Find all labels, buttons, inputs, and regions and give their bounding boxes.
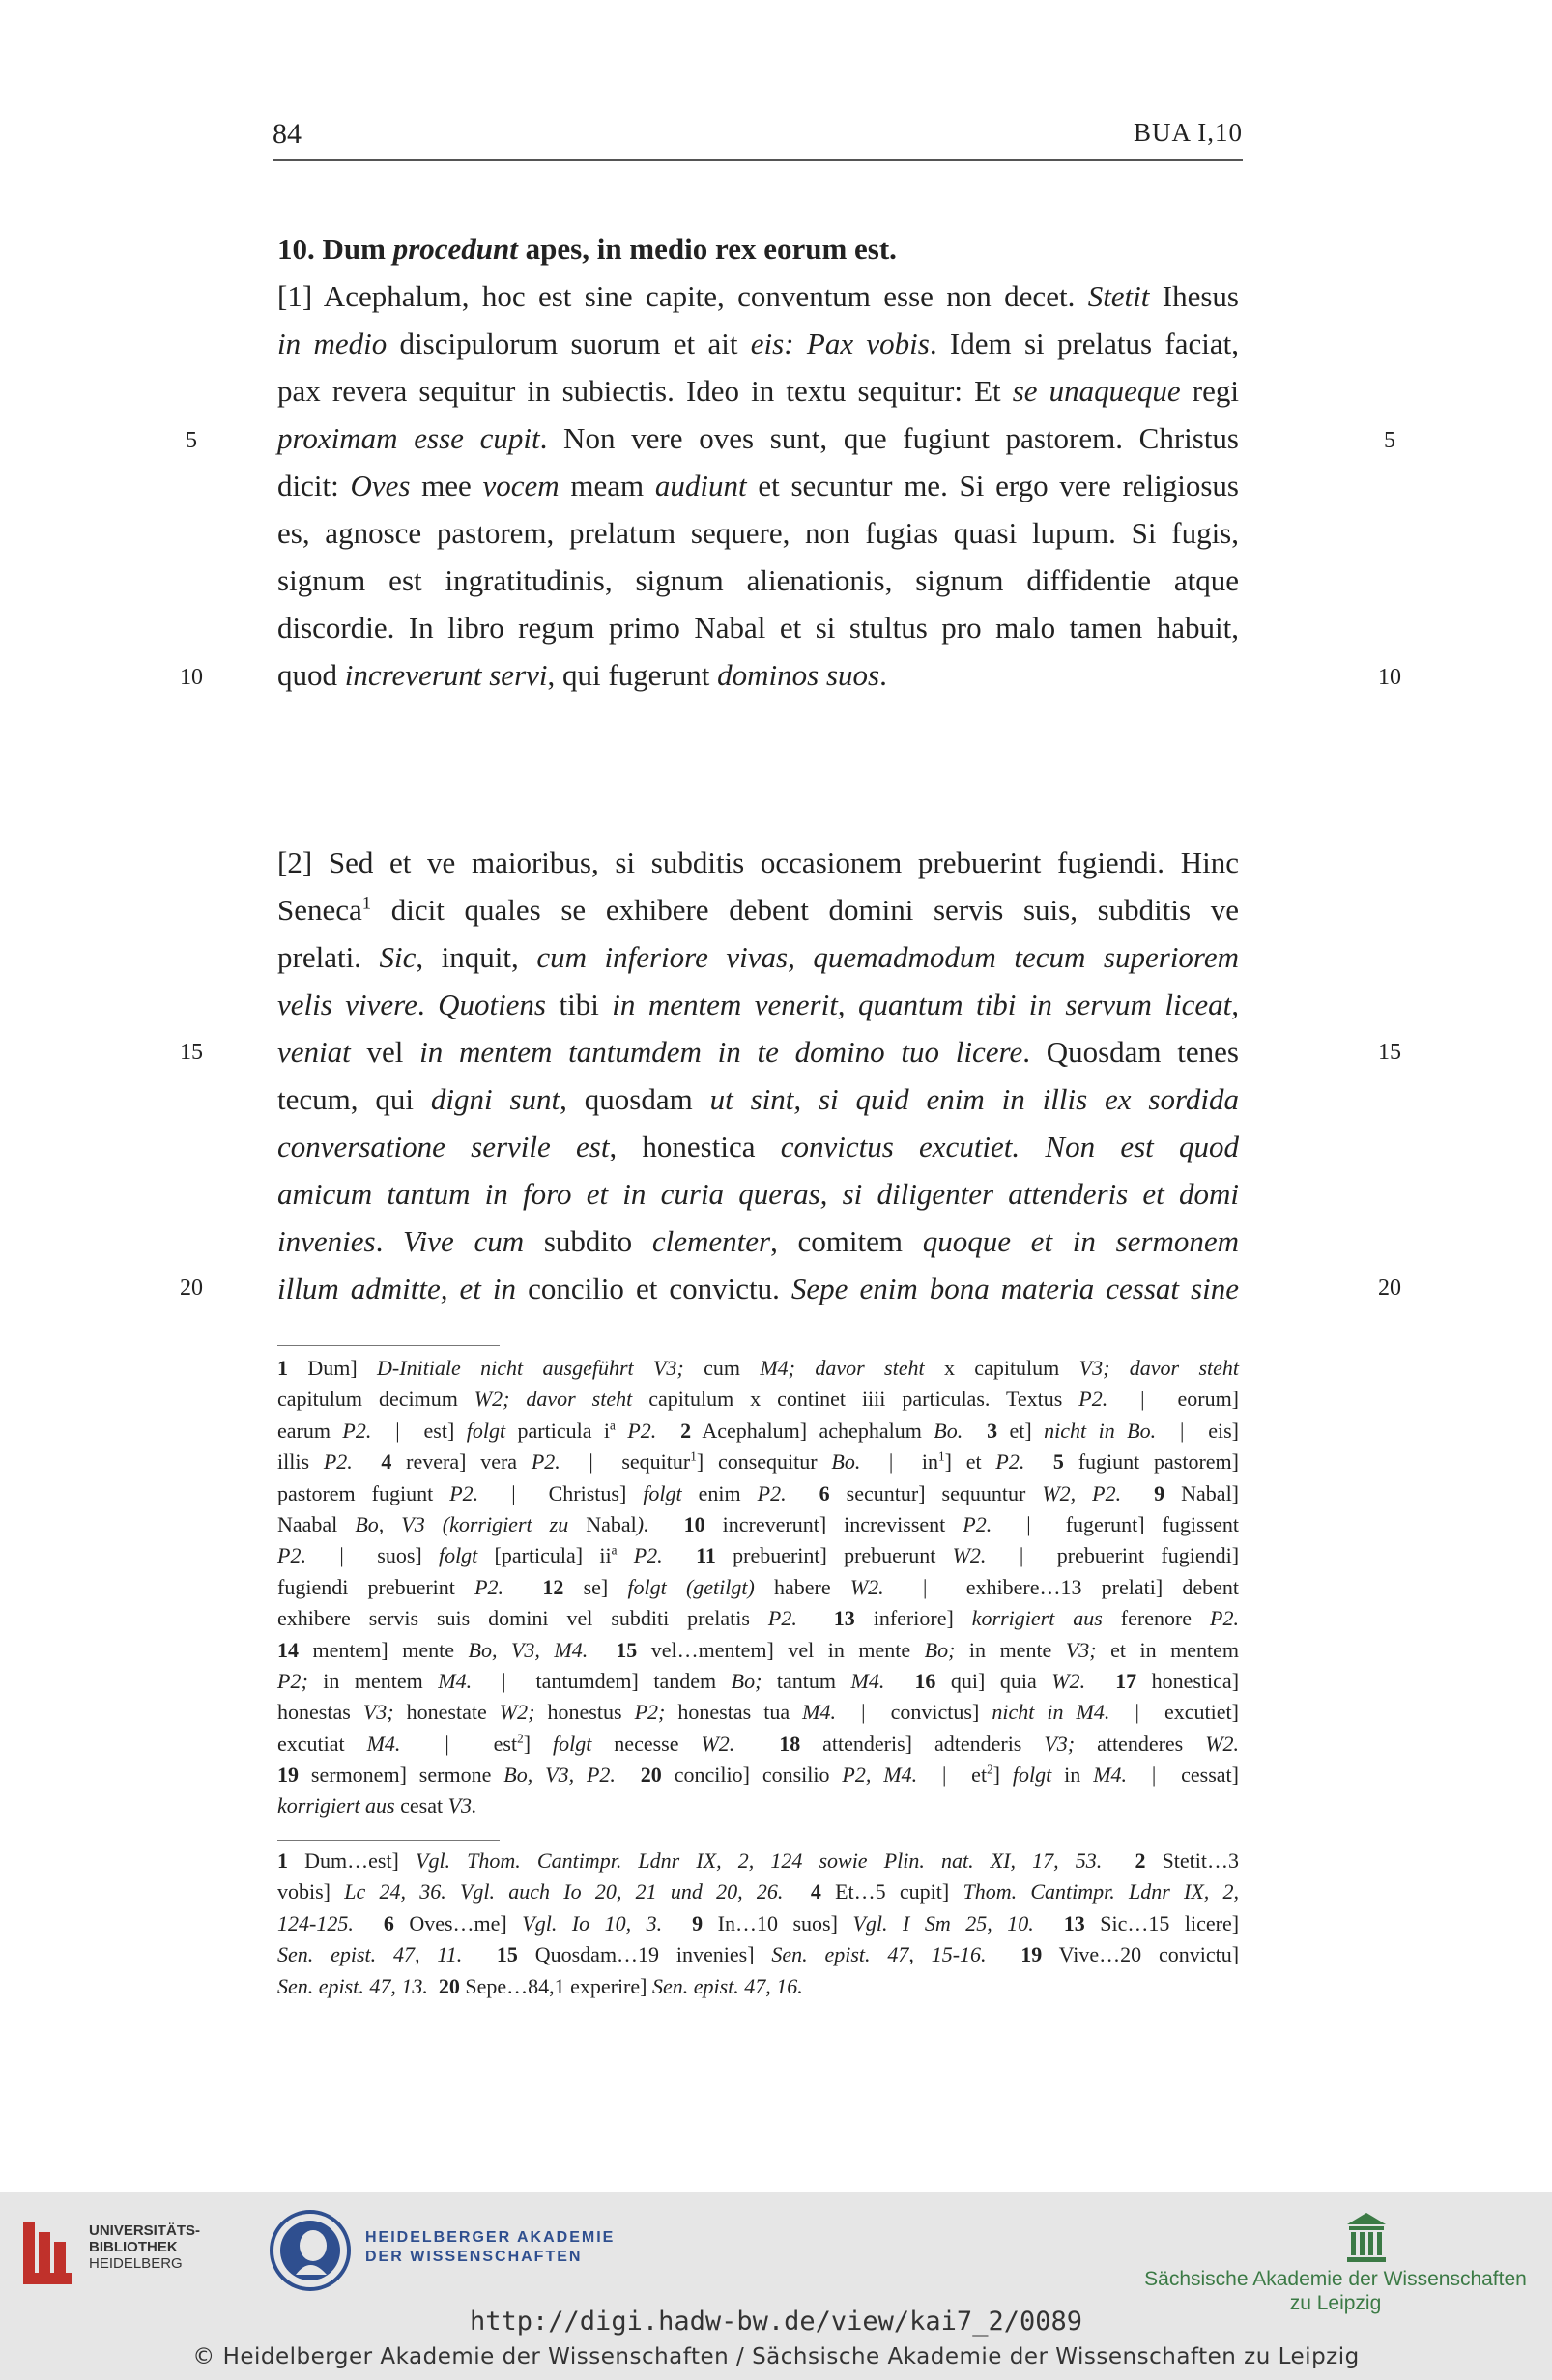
text-line: quod increverunt servi, qui fugerunt dominos suos. [277,658,887,692]
apparatus-line: earum P2. | est] folgt particula $i^a$ P2. 2 Acephalum] achephalum Bo. 3 et] nicht in Bo. | eis] [277,1418,1240,1443]
apparatus-line: capitulum decimum W2; davor steht capitulum x continet iiii particulas. Textus P2. | eorum] [277,1387,1240,1412]
text-line: tecum, qui digni sunt, quosdam ut sint, si quid enim in illis ex sordida [277,1082,1239,1116]
footnote-marker: 1 [361,893,372,914]
apparatus-line: korrigiert aus cesat V3. [277,1793,477,1819]
text-line: pax revera sequitur in subiectis. Ideo in textu sequitur: Et se unaqueque regi [277,374,1239,408]
permalink-url[interactable]: http://digi.hadw-bw.de/view/kai7_2/0089 [470,2307,1082,2337]
apparatus-line: Naabal Bo, V3 (korrigiert zu Nabal). 10 increverunt] increvissent P2. | fugerunt] fugissent [277,1511,1240,1536]
header-rule [273,159,1243,161]
text-line: Seneca$^1$ dicit quales se exhibere debent domini servis suis, subditis ve [277,893,1239,927]
ub-heidelberg-name: UNIVERSITÄTS- BIBLIOTHEK HEIDELBERG [89,2222,201,2272]
saw-name: Sächsische Akademie der Wissenschaften zu Leipzig [1144,2268,1527,2314]
critical-apparatus [277,1353,1239,1822]
line-number-right-15: 15 [1378,1040,1401,1065]
apparatus-line: 19 sermonem] sermone Bo, V3, P2. 20 concilio] consilio P2, M4. | $et^2$] folgt in M4. | cessat] [277,1762,1239,1788]
line-number-left-10: 10 [180,665,203,690]
text-line: in medio discipulorum suorum et ait eis: Pax vobis. Idem si prelatus faciat, [277,327,1239,360]
digitization-footer [0,2192,1552,2380]
text-line: [1] Acephalum, hoc est sine capite, conventum esse non decet. Stetit Ihesus [277,279,1239,313]
text-line: [2] Sed et ve maioribus, si subditis occasionem prebuerint fugiendi. Hinc [277,846,1239,879]
sources-rule [277,1840,500,1841]
line-number-left-15: 15 [180,1040,203,1065]
line-number-left-20: 20 [180,1276,203,1301]
text-line: invenies. Vive cum subdito clementer, comitem quoque et in sermonem [277,1224,1239,1258]
hadw-seal-icon [269,2209,352,2292]
line-number-right-20: 20 [1378,1276,1401,1301]
text-line: amicum tantum in foro et in curia queras, si diligenter attenderis et domi [277,1177,1239,1211]
apparatus-line: 1 Dum] D-Initiale nicht ausgeführt V3; cum M4; davor steht x capitulum V3; davor steht [277,1356,1239,1380]
text-line: es, agnosce pastorem, prelatum sequere, non fugias quasi lupum. Si fugis, [277,516,1239,550]
text-line: proximam esse cupit. Non vere oves sunt, que fugiunt pastorem. Christus [277,421,1239,455]
source-line: Sen. epist. 47, 11. 15 Quosdam…19 invenies] Sen. epist. 47, 15-16. 19 Vive…20 convictu] [277,1942,1240,1967]
text-line: illum admitte, et in concilio et convictu. Sepe enim bona materia cessat sine [277,1272,1239,1305]
main-text-section-2 [277,839,1239,1312]
text-line: dicit: Oves mee vocem meam audiunt et secuntur me. Si ergo vere religiosus [277,469,1239,502]
line-number-right-5: 5 [1384,428,1395,453]
chapter-title: 10. Dum procedunt apes, in medio rex eorum est. [277,232,897,266]
apparatus-line: excutiat M4. | est$^2$] folgt necesse W2. 18 attenderis] adtenderis V3; attenderes W2. [277,1731,1240,1756]
text-line: velis vivere. Quotiens tibi in mentem venerit, quantum tibi in servum liceat, [277,988,1239,1021]
text-line: veniat vel in mentem tantumdem in te domino tuo licere. Quosdam tenes [277,1035,1239,1069]
apparatus-line: exhibere servis suis domini vel subditi prelatis P2. 13 inferiore] korrigiert aus ferenore P2. [277,1606,1239,1631]
source-line: 1 Dum…est] Vgl. Thom. Cantimpr. Ldnr IX, 2, 124 sowie Plin. nat. XI, 17, 53. 2 Stetit…3 [277,1849,1240,1873]
apparatus-line: fugiendi prebuerint P2. 12 se] folgt (getilgt) habere W2. | exhibere…13 prelati] debent [277,1574,1240,1599]
source-line: vobis] Lc 24, 36. Vgl. auch Io 20, 21 und 20, 26. 4 Et…5 cupit] Thom. Cantimpr. Ldnr IX, 2, [277,1879,1240,1905]
text-line: conversatione servile est, honestica convictus excutiet. Non est quod [277,1130,1239,1163]
apparatus-line: illis P2. 4 revera] vera P2. | sequitur$^1$] consequitur Bo. | $in^1$] et P2. 5 fugiunt pastorem] [277,1448,1240,1475]
apparatus-line: P2. | suos] folgt [particula] $ii^a$ P2. 11 prebuerint] prebuerunt W2. | prebuerint fugiendi] [277,1543,1240,1568]
text-line: prelati. Sic, inquit, cum inferiore vivas, quemadmodum tecum superiorem [277,940,1239,974]
saw-building-icon [1343,2211,1390,2263]
line-number-left-5: 5 [186,428,197,453]
text-line: signum est ingratitudinis, signum alienationis, signum diffidentie atque [277,563,1239,597]
source-line: Sen. epist. 47, 13. 20 Sepe…84,1 experire] Sen. epist. 47, 16. [277,1973,803,1998]
ub-heidelberg-logo-icon [17,2219,77,2288]
apparatus-line: honestas V3; honestate W2; honestus P2; honestas tua M4. | convictus] nicht in M4. | excutiet] [277,1700,1239,1725]
copyright-notice: © Heidelberger Akademie der Wissenschaften / Sächsische Akademie der Wissenschaften zu Leipzig [192,2344,1360,2369]
apparatus-line: 14 mentem] mente Bo, V3, M4. 15 vel…mentem] vel in mente Bo; in mente V3; et in mentem [277,1637,1240,1662]
apparatus-line: P2; in mentem M4. | tantumdem] tandem Bo; tantum M4. 16 qui] quia W2. 17 honestica] [277,1668,1240,1693]
hadw-name: HEIDELBERGER AKADEMIE DER WISSENSCHAFTEN [365,2229,616,2265]
text-line: discordie. In libro regum primo Nabal et si stultus pro malo tamen habuit, [277,611,1239,645]
source-line: 124-125. 6 Oves…me] Vgl. Io 10, 3. 9 In…10 suos] Vgl. I Sm 25, 10. 13 Sic…15 licere] [277,1910,1240,1936]
running-head: BUA I,10 [1133,118,1243,147]
page-number: 84 [273,118,302,150]
apparatus-rule [277,1345,500,1346]
apparatus-line: pastorem fugiunt P2. | Christus] folgt enim P2. 6 secuntur] sequuntur W2, P2. 9 Nabal] [277,1480,1240,1505]
main-text-section-1 [277,225,1239,699]
line-number-right-10: 10 [1378,665,1401,690]
source-apparatus [277,1846,1239,2002]
